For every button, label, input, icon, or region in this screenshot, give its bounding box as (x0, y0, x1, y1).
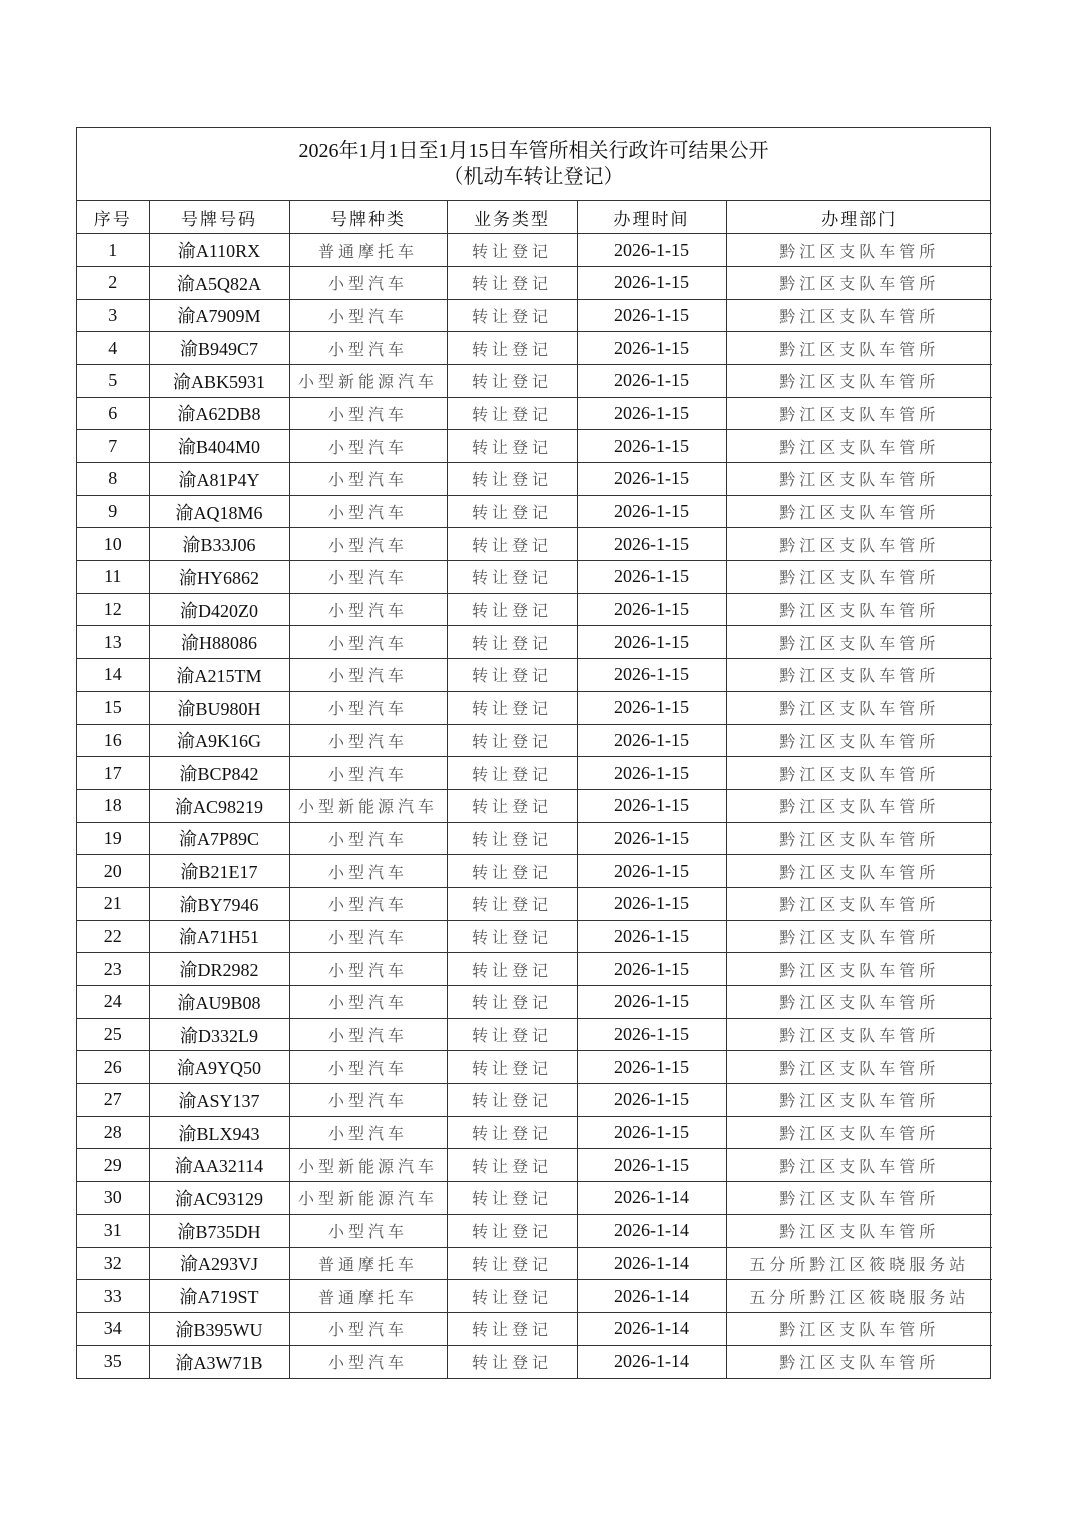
cell-processing-date: 2026-1-15 (577, 953, 726, 986)
cell-plate-type: 小型汽车 (289, 1018, 447, 1051)
cell-processing-date: 2026-1-15 (577, 855, 726, 888)
cell-plate-number: 渝DR2982 (149, 953, 289, 986)
cell-processing-date: 2026-1-15 (577, 397, 726, 430)
cell-plate-type: 小型汽车 (289, 1051, 447, 1084)
cell-department: 黔江区支队车管所 (726, 789, 992, 822)
cell-plate-number: 渝A9K16G (149, 724, 289, 757)
cell-serial-number: 20 (77, 855, 149, 888)
cell-processing-date: 2026-1-14 (577, 1214, 726, 1247)
cell-business-type: 转让登记 (447, 1051, 577, 1084)
cell-processing-date: 2026-1-15 (577, 986, 726, 1019)
table-row (77, 266, 992, 299)
cell-business-type: 转让登记 (447, 1247, 577, 1280)
cell-serial-number: 13 (77, 626, 149, 659)
cell-business-type: 转让登记 (447, 561, 577, 594)
table-row (77, 397, 992, 430)
table-row (77, 1018, 992, 1051)
cell-department: 黔江区支队车管所 (726, 1051, 992, 1084)
cell-plate-type: 普通摩托车 (289, 234, 447, 267)
cell-department: 黔江区支队车管所 (726, 528, 992, 561)
cell-department: 五分所黔江区筱晓服务站 (726, 1280, 992, 1313)
cell-plate-type: 小型汽车 (289, 528, 447, 561)
cell-department: 黔江区支队车管所 (726, 1214, 992, 1247)
table-row (77, 920, 992, 953)
cell-serial-number: 7 (77, 430, 149, 463)
cell-business-type: 转让登记 (447, 1018, 577, 1051)
cell-plate-type: 小型汽车 (289, 855, 447, 888)
table-row (77, 691, 992, 724)
table-body (77, 234, 992, 1378)
cell-plate-number: 渝BY7946 (149, 887, 289, 920)
cell-department: 黔江区支队车管所 (726, 822, 992, 855)
cell-processing-date: 2026-1-15 (577, 1149, 726, 1182)
cell-plate-number: 渝D332L9 (149, 1018, 289, 1051)
cell-business-type: 转让登记 (447, 593, 577, 626)
cell-plate-type: 小型汽车 (289, 495, 447, 528)
cell-plate-type: 小型汽车 (289, 266, 447, 299)
cell-plate-number: 渝ABK5931 (149, 364, 289, 397)
cell-serial-number: 28 (77, 1116, 149, 1149)
cell-plate-number: 渝AC98219 (149, 789, 289, 822)
cell-plate-number: 渝A3W71B (149, 1345, 289, 1378)
table-row (77, 1247, 992, 1280)
cell-business-type: 转让登记 (447, 986, 577, 1019)
cell-processing-date: 2026-1-15 (577, 1018, 726, 1051)
cell-business-type: 转让登记 (447, 920, 577, 953)
cell-serial-number: 23 (77, 953, 149, 986)
table-row (77, 332, 992, 365)
cell-plate-number: 渝A293VJ (149, 1247, 289, 1280)
cell-business-type: 转让登记 (447, 953, 577, 986)
cell-department: 黔江区支队车管所 (726, 724, 992, 757)
cell-business-type: 转让登记 (447, 1084, 577, 1117)
cell-serial-number: 2 (77, 266, 149, 299)
cell-department: 黔江区支队车管所 (726, 855, 992, 888)
cell-serial-number: 16 (77, 724, 149, 757)
cell-serial-number: 5 (77, 364, 149, 397)
cell-plate-number: 渝B395WU (149, 1312, 289, 1345)
cell-plate-number: 渝B949C7 (149, 332, 289, 365)
cell-processing-date: 2026-1-15 (577, 1084, 726, 1117)
cell-plate-number: 渝B735DH (149, 1214, 289, 1247)
cell-plate-number: 渝A81P4Y (149, 463, 289, 496)
results-table (77, 201, 992, 1378)
table-row (77, 789, 992, 822)
cell-business-type: 转让登记 (447, 364, 577, 397)
cell-plate-number: 渝B21E17 (149, 855, 289, 888)
cell-processing-date: 2026-1-14 (577, 1280, 726, 1313)
cell-plate-type: 小型汽车 (289, 397, 447, 430)
cell-processing-date: 2026-1-15 (577, 561, 726, 594)
cell-processing-date: 2026-1-15 (577, 757, 726, 790)
document-title: 2026年1月1日至1月15日车管所相关行政许可结果公开 (298, 140, 769, 162)
cell-business-type: 转让登记 (447, 1182, 577, 1215)
cell-serial-number: 15 (77, 691, 149, 724)
table-row (77, 463, 992, 496)
cell-plate-number: 渝BCP842 (149, 757, 289, 790)
cell-serial-number: 24 (77, 986, 149, 1019)
cell-serial-number: 33 (77, 1280, 149, 1313)
cell-department: 黔江区支队车管所 (726, 887, 992, 920)
cell-business-type: 转让登记 (447, 1280, 577, 1313)
cell-plate-type: 小型汽车 (289, 822, 447, 855)
cell-plate-type: 小型汽车 (289, 1084, 447, 1117)
cell-serial-number: 12 (77, 593, 149, 626)
cell-department: 黔江区支队车管所 (726, 593, 992, 626)
cell-processing-date: 2026-1-15 (577, 364, 726, 397)
cell-business-type: 转让登记 (447, 397, 577, 430)
cell-department: 黔江区支队车管所 (726, 495, 992, 528)
cell-processing-date: 2026-1-15 (577, 822, 726, 855)
cell-department: 黔江区支队车管所 (726, 1116, 992, 1149)
cell-plate-type: 普通摩托车 (289, 1247, 447, 1280)
cell-business-type: 转让登记 (447, 887, 577, 920)
table-row (77, 1312, 992, 1345)
table-row (77, 1084, 992, 1117)
cell-processing-date: 2026-1-15 (577, 266, 726, 299)
cell-serial-number: 26 (77, 1051, 149, 1084)
cell-serial-number: 27 (77, 1084, 149, 1117)
cell-processing-date: 2026-1-15 (577, 691, 726, 724)
cell-business-type: 转让登记 (447, 626, 577, 659)
cell-serial-number: 34 (77, 1312, 149, 1345)
cell-plate-type: 小型新能源汽车 (289, 1182, 447, 1215)
table-row (77, 887, 992, 920)
cell-department: 黔江区支队车管所 (726, 561, 992, 594)
cell-business-type: 转让登记 (447, 724, 577, 757)
cell-business-type: 转让登记 (447, 495, 577, 528)
cell-serial-number: 3 (77, 299, 149, 332)
cell-plate-type: 小型汽车 (289, 920, 447, 953)
cell-plate-number: 渝A110RX (149, 234, 289, 267)
table-row (77, 430, 992, 463)
header-serial-number: 序号 (77, 201, 149, 234)
cell-serial-number: 31 (77, 1214, 149, 1247)
cell-department: 黔江区支队车管所 (726, 986, 992, 1019)
cell-processing-date: 2026-1-15 (577, 1116, 726, 1149)
cell-business-type: 转让登记 (447, 1149, 577, 1182)
cell-department: 黔江区支队车管所 (726, 1018, 992, 1051)
cell-business-type: 转让登记 (447, 1312, 577, 1345)
cell-plate-type: 小型汽车 (289, 953, 447, 986)
cell-plate-type: 小型汽车 (289, 1312, 447, 1345)
cell-plate-type: 小型汽车 (289, 332, 447, 365)
table-row (77, 659, 992, 692)
cell-business-type: 转让登记 (447, 332, 577, 365)
cell-serial-number: 9 (77, 495, 149, 528)
cell-business-type: 转让登记 (447, 789, 577, 822)
cell-processing-date: 2026-1-15 (577, 659, 726, 692)
cell-plate-number: 渝A7909M (149, 299, 289, 332)
cell-plate-type: 小型汽车 (289, 757, 447, 790)
cell-plate-type: 小型汽车 (289, 1345, 447, 1378)
cell-processing-date: 2026-1-14 (577, 1345, 726, 1378)
table-row (77, 593, 992, 626)
cell-plate-number: 渝A7P89C (149, 822, 289, 855)
cell-department: 黔江区支队车管所 (726, 1312, 992, 1345)
table-row (77, 757, 992, 790)
cell-serial-number: 32 (77, 1247, 149, 1280)
cell-serial-number: 8 (77, 463, 149, 496)
cell-plate-number: 渝A62DB8 (149, 397, 289, 430)
cell-serial-number: 4 (77, 332, 149, 365)
cell-plate-number: 渝A719ST (149, 1280, 289, 1313)
cell-business-type: 转让登记 (447, 1116, 577, 1149)
cell-plate-type: 小型汽车 (289, 299, 447, 332)
cell-department: 黔江区支队车管所 (726, 299, 992, 332)
cell-business-type: 转让登记 (447, 659, 577, 692)
cell-department: 黔江区支队车管所 (726, 364, 992, 397)
table-row (77, 364, 992, 397)
cell-processing-date: 2026-1-15 (577, 1051, 726, 1084)
cell-plate-type: 小型汽车 (289, 986, 447, 1019)
cell-serial-number: 29 (77, 1149, 149, 1182)
cell-processing-date: 2026-1-15 (577, 789, 726, 822)
cell-department: 黔江区支队车管所 (726, 953, 992, 986)
table-row (77, 1116, 992, 1149)
cell-business-type: 转让登记 (447, 528, 577, 561)
cell-plate-number: 渝AU9B08 (149, 986, 289, 1019)
cell-plate-type: 小型汽车 (289, 626, 447, 659)
table-row (77, 234, 992, 267)
header-business-type: 业务类型 (447, 201, 577, 234)
cell-plate-type: 小型汽车 (289, 887, 447, 920)
cell-business-type: 转让登记 (447, 266, 577, 299)
cell-business-type: 转让登记 (447, 299, 577, 332)
cell-processing-date: 2026-1-15 (577, 724, 726, 757)
cell-plate-number: 渝B404M0 (149, 430, 289, 463)
cell-plate-type: 小型汽车 (289, 724, 447, 757)
table-row (77, 1345, 992, 1378)
cell-plate-number: 渝D420Z0 (149, 593, 289, 626)
cell-plate-type: 小型汽车 (289, 1214, 447, 1247)
cell-processing-date: 2026-1-14 (577, 1182, 726, 1215)
cell-processing-date: 2026-1-15 (577, 332, 726, 365)
cell-department: 黔江区支队车管所 (726, 1345, 992, 1378)
cell-plate-type: 小型汽车 (289, 561, 447, 594)
cell-serial-number: 30 (77, 1182, 149, 1215)
cell-serial-number: 10 (77, 528, 149, 561)
cell-plate-type: 小型汽车 (289, 430, 447, 463)
cell-department: 黔江区支队车管所 (726, 659, 992, 692)
cell-plate-type: 小型新能源汽车 (289, 1149, 447, 1182)
table-row (77, 299, 992, 332)
cell-processing-date: 2026-1-15 (577, 234, 726, 267)
table-row (77, 822, 992, 855)
cell-plate-type: 小型汽车 (289, 463, 447, 496)
table-row (77, 1214, 992, 1247)
cell-business-type: 转让登记 (447, 691, 577, 724)
cell-plate-type: 普通摩托车 (289, 1280, 447, 1313)
document-title-block (77, 128, 990, 201)
cell-business-type: 转让登记 (447, 855, 577, 888)
cell-serial-number: 11 (77, 561, 149, 594)
cell-serial-number: 35 (77, 1345, 149, 1378)
table-row (77, 495, 992, 528)
cell-plate-number: 渝AC93129 (149, 1182, 289, 1215)
cell-plate-type: 小型新能源汽车 (289, 789, 447, 822)
cell-serial-number: 17 (77, 757, 149, 790)
table-row (77, 561, 992, 594)
cell-business-type: 转让登记 (447, 822, 577, 855)
cell-serial-number: 25 (77, 1018, 149, 1051)
table-row (77, 1051, 992, 1084)
table-header-row (77, 201, 992, 234)
cell-plate-type: 小型汽车 (289, 1116, 447, 1149)
header-plate-type: 号牌种类 (289, 201, 447, 234)
header-department: 办理部门 (726, 201, 992, 234)
cell-processing-date: 2026-1-15 (577, 887, 726, 920)
cell-department: 黔江区支队车管所 (726, 1084, 992, 1117)
table-row (77, 953, 992, 986)
cell-processing-date: 2026-1-15 (577, 528, 726, 561)
table-row (77, 626, 992, 659)
cell-department: 黔江区支队车管所 (726, 920, 992, 953)
cell-processing-date: 2026-1-15 (577, 920, 726, 953)
cell-plate-number: 渝HY6862 (149, 561, 289, 594)
cell-processing-date: 2026-1-14 (577, 1247, 726, 1280)
cell-serial-number: 14 (77, 659, 149, 692)
cell-processing-date: 2026-1-15 (577, 495, 726, 528)
cell-department: 黔江区支队车管所 (726, 463, 992, 496)
cell-serial-number: 18 (77, 789, 149, 822)
cell-department: 黔江区支队车管所 (726, 397, 992, 430)
cell-processing-date: 2026-1-14 (577, 1312, 726, 1345)
cell-plate-number: 渝BLX943 (149, 1116, 289, 1149)
cell-plate-type: 小型汽车 (289, 593, 447, 626)
cell-department: 黔江区支队车管所 (726, 1149, 992, 1182)
document-subtitle: （机动车转让登记） (443, 166, 624, 188)
registration-results-document (76, 127, 991, 1379)
table-row (77, 1280, 992, 1313)
cell-department: 黔江区支队车管所 (726, 1182, 992, 1215)
cell-department: 黔江区支队车管所 (726, 757, 992, 790)
cell-plate-number: 渝A5Q82A (149, 266, 289, 299)
cell-department: 黔江区支队车管所 (726, 691, 992, 724)
cell-business-type: 转让登记 (447, 1214, 577, 1247)
cell-serial-number: 21 (77, 887, 149, 920)
cell-plate-number: 渝A9YQ50 (149, 1051, 289, 1084)
cell-department: 五分所黔江区筱晓服务站 (726, 1247, 992, 1280)
table-row (77, 986, 992, 1019)
cell-department: 黔江区支队车管所 (726, 332, 992, 365)
cell-plate-number: 渝AQ18M6 (149, 495, 289, 528)
cell-serial-number: 1 (77, 234, 149, 267)
cell-plate-number: 渝B33J06 (149, 528, 289, 561)
cell-plate-number: 渝A215TM (149, 659, 289, 692)
cell-department: 黔江区支队车管所 (726, 626, 992, 659)
cell-business-type: 转让登记 (447, 1345, 577, 1378)
cell-plate-type: 小型汽车 (289, 659, 447, 692)
cell-plate-type: 小型新能源汽车 (289, 364, 447, 397)
cell-department: 黔江区支队车管所 (726, 430, 992, 463)
cell-plate-number: 渝H88086 (149, 626, 289, 659)
cell-plate-number: 渝BU980H (149, 691, 289, 724)
cell-processing-date: 2026-1-15 (577, 463, 726, 496)
table-row (77, 855, 992, 888)
cell-business-type: 转让登记 (447, 463, 577, 496)
cell-plate-number: 渝ASY137 (149, 1084, 289, 1117)
cell-serial-number: 6 (77, 397, 149, 430)
cell-department: 黔江区支队车管所 (726, 266, 992, 299)
cell-department: 黔江区支队车管所 (726, 234, 992, 267)
cell-plate-number: 渝AA32114 (149, 1149, 289, 1182)
cell-serial-number: 19 (77, 822, 149, 855)
cell-processing-date: 2026-1-15 (577, 593, 726, 626)
cell-plate-type: 小型汽车 (289, 691, 447, 724)
table-row (77, 1149, 992, 1182)
cell-serial-number: 22 (77, 920, 149, 953)
cell-plate-number: 渝A71H51 (149, 920, 289, 953)
cell-processing-date: 2026-1-15 (577, 626, 726, 659)
cell-processing-date: 2026-1-15 (577, 299, 726, 332)
header-plate-number: 号牌号码 (149, 201, 289, 234)
header-processing-date: 办理时间 (577, 201, 726, 234)
cell-business-type: 转让登记 (447, 430, 577, 463)
cell-business-type: 转让登记 (447, 234, 577, 267)
cell-business-type: 转让登记 (447, 757, 577, 790)
table-row (77, 724, 992, 757)
table-row (77, 528, 992, 561)
table-row (77, 1182, 992, 1215)
cell-processing-date: 2026-1-15 (577, 430, 726, 463)
